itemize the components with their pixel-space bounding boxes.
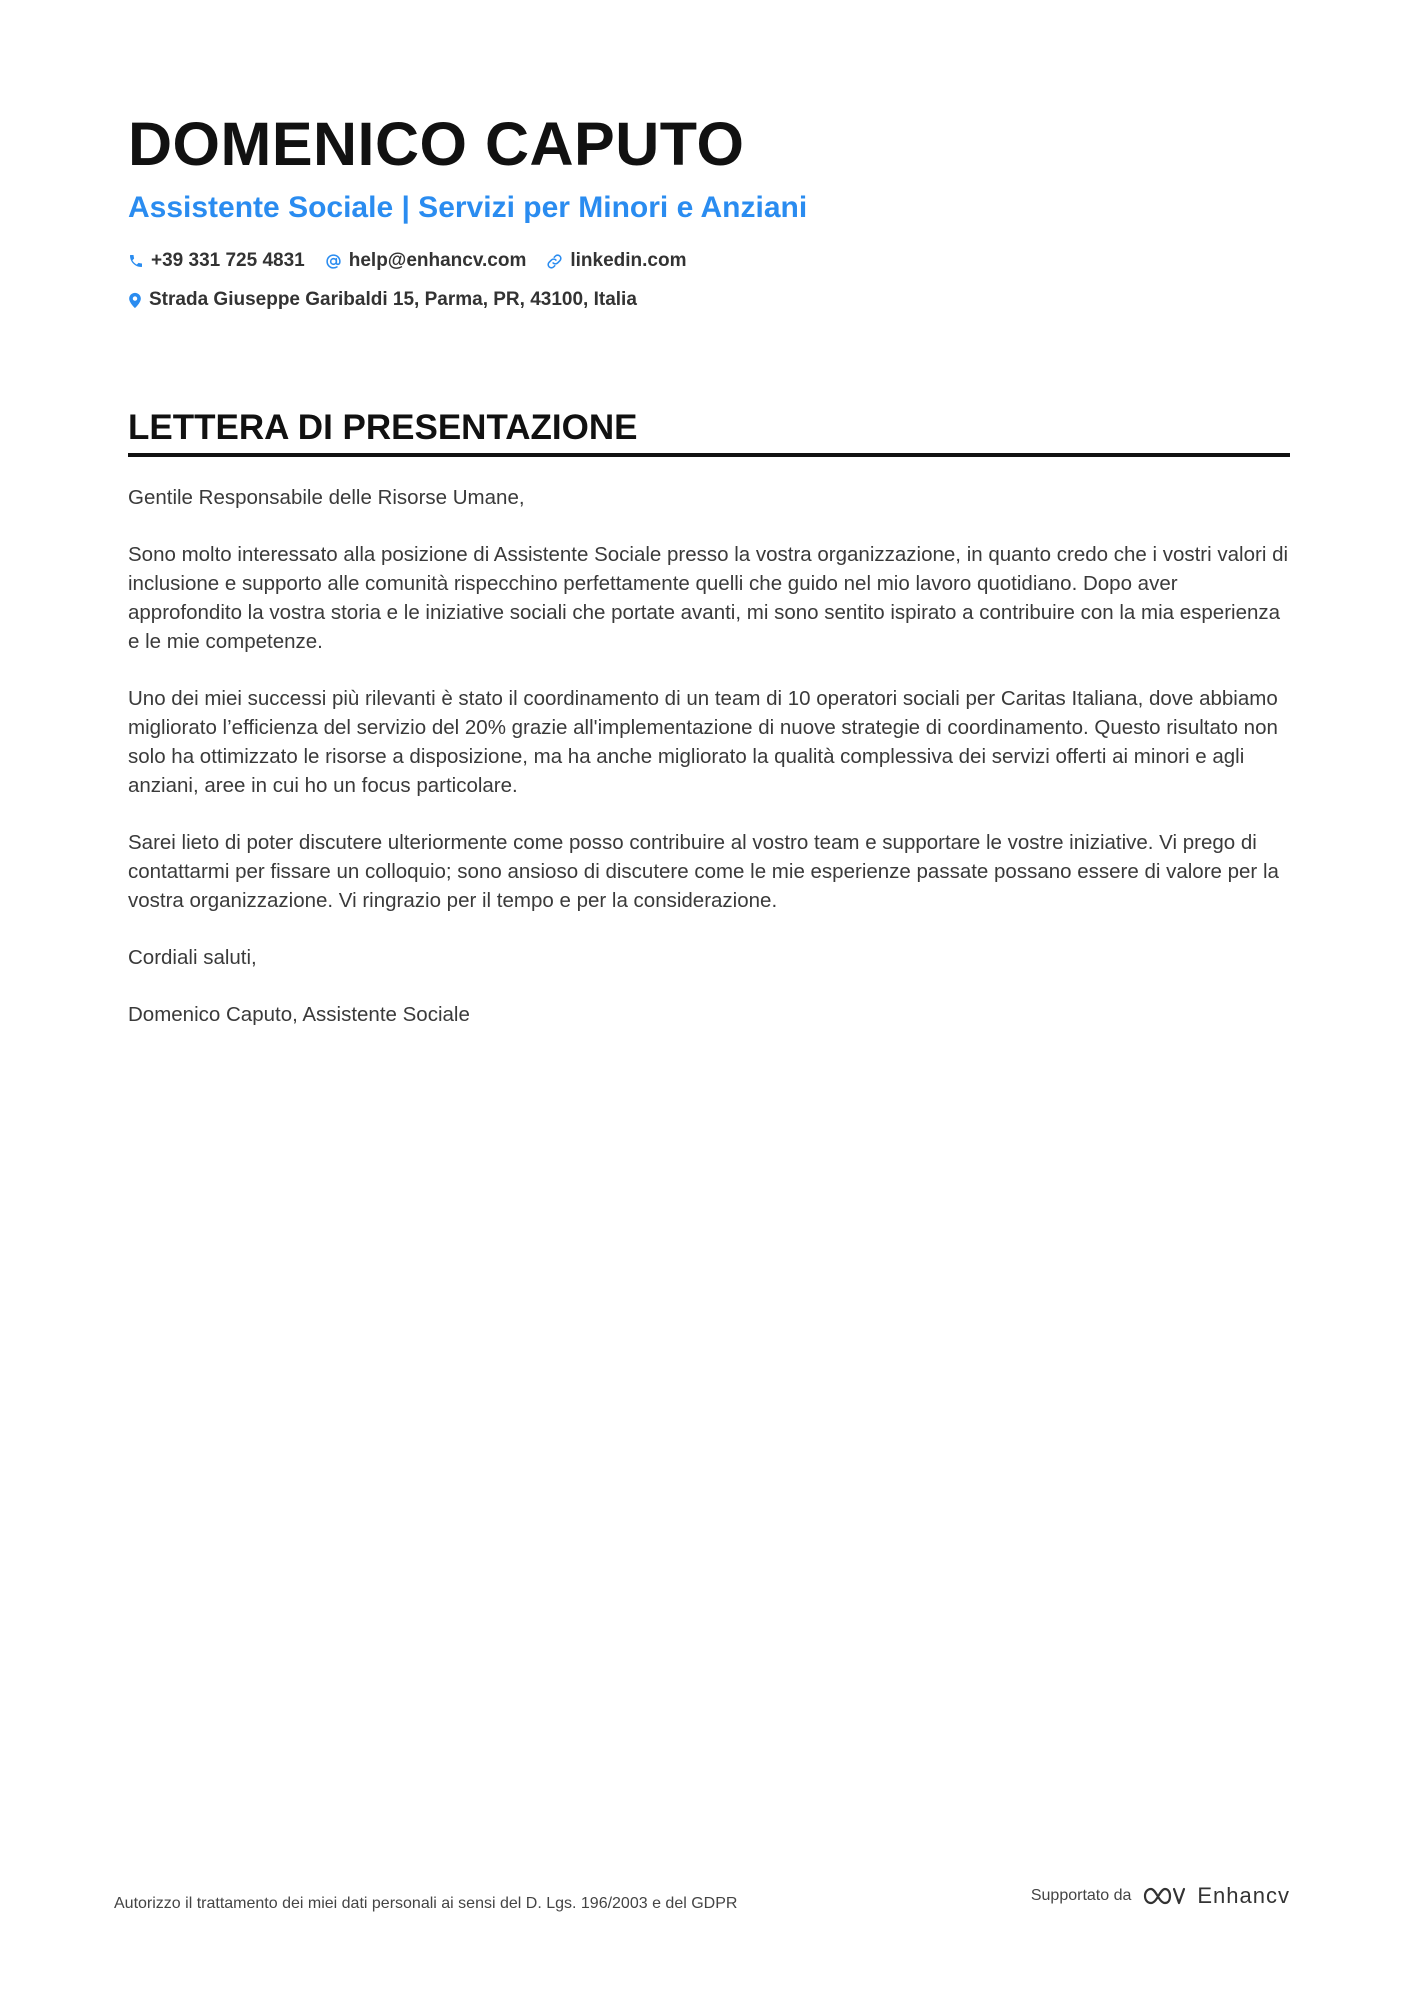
cover-letter-section (128, 406, 1290, 1057)
section-title: LETTERA DI PRESENTAZIONE (128, 408, 638, 447)
consent-footer: Autorizzo il trattamento dei miei dati personali ai sensi del D. Lgs. 196/2003 e del GDPR (114, 1895, 738, 1912)
contact-row (128, 248, 1288, 274)
section-divider (128, 453, 1290, 457)
email-text[interactable]: help@enhancv.com (348, 250, 527, 271)
powered-by-footer[interactable] (1031, 1883, 1290, 1909)
brand-name: Enhancv (1197, 1883, 1290, 1908)
paragraph-1: Sono molto interessato alla posizione di Assistente Sociale presso la vostra organizzazione, in quanto credo che i vostri valori di inclusione e supporto alle comunità rispecchino perfettamente quelli che guido nel mio lavoro quotidiano. Dopo aver approfondito la vostra storia e le iniziative sociali che portate avanti, mi sono sentito ispirato a contribuire con la mia esperienza e le mie competenze. (128, 543, 1289, 653)
paragraph-3: Sarei lieto di poter discutere ulteriormente come posso contribuire al vostro team e supportare le vostre iniziative. Vi prego di contattarmi per fissare un colloquio; sono ansioso di discutere come le mie esperienze passate possano essere di valore per la vostra organizzazione. Vi ringrazio per il tempo e per la considerazione. (128, 831, 1279, 912)
candidate-name: DOMENICO CAPUTO (128, 110, 745, 178)
paragraph-2: Uno dei miei successi più rilevanti è stato il coordinamento di un team di 10 operatori sociali per Caritas Italiana, dove abbiamo migliorato l’efficienza del servizio del 20% grazie all'implementazione di nuove strategie di coordinamento. Questo risultato non solo ha ottimizzato le risorse a disposizione, ma ha anche migliorato la qualità complessiva dei servizi offerti ai minori e agli anziani, aree in cui ho un focus particolare. (128, 687, 1278, 797)
contact-address (128, 287, 1288, 313)
powered-by-label: Supportato da (1030, 1887, 1132, 1904)
salutation: Gentile Responsabile delle Risorse Umane, (128, 486, 525, 509)
phone-text: +39 331 725 4831 (151, 250, 305, 271)
linkedin-text[interactable]: linkedin.com (570, 250, 687, 271)
letter-body (128, 483, 1290, 1029)
signature: Domenico Caputo, Assistente Sociale (128, 1003, 470, 1026)
location-pin-icon (128, 292, 142, 309)
contact-linkedin[interactable] (546, 248, 686, 274)
job-title: Assistente Sociale | Servizi per Minori e Anziani (128, 191, 808, 224)
contact-email[interactable] (325, 248, 527, 274)
contact-phone (128, 248, 305, 274)
header (128, 108, 1288, 313)
phone-icon (128, 253, 144, 269)
address-text: Strada Giuseppe Garibaldi 15, Parma, PR, 43100, Italia (149, 289, 637, 310)
at-icon (325, 253, 342, 270)
enhancv-logo-icon (1141, 1884, 1187, 1908)
closing: Cordiali saluti, (128, 946, 257, 969)
link-icon (546, 253, 563, 270)
